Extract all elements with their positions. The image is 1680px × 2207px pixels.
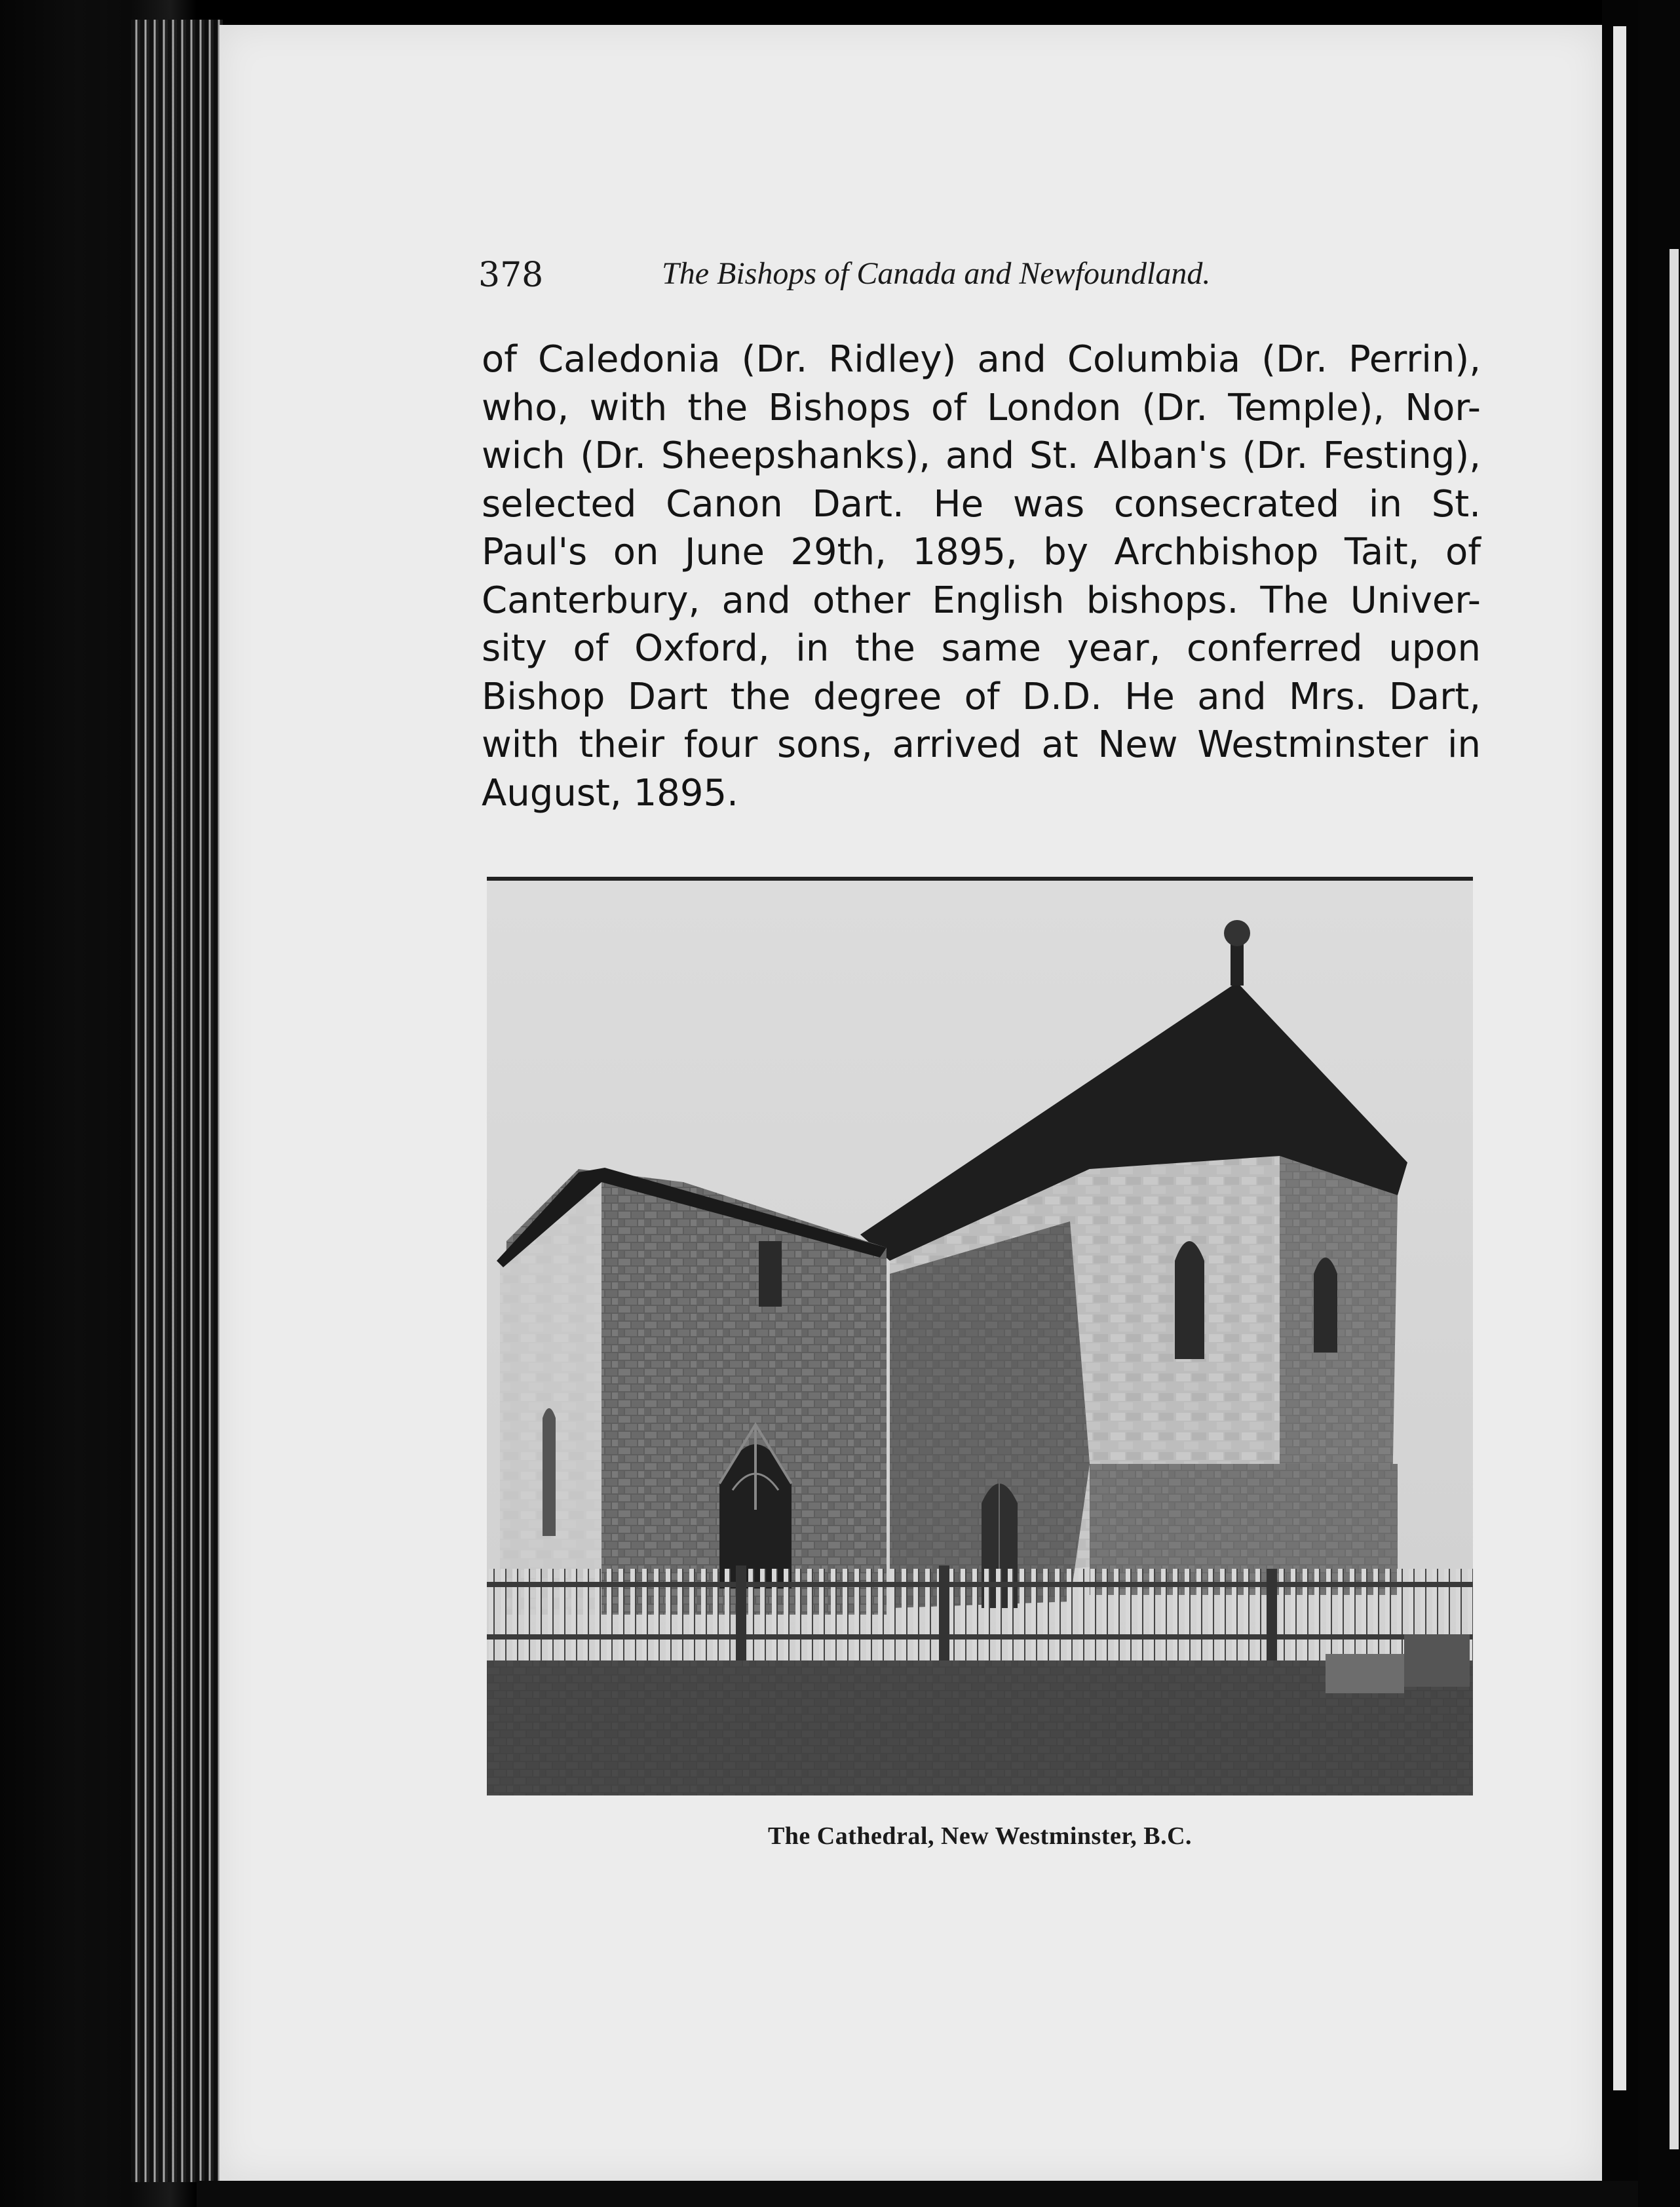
figure-caption: The Cathedral, New Westminster, B.C.	[767, 1822, 1193, 1850]
cathedral-photograph	[487, 877, 1473, 1795]
text-line: with their four sons, arrived at New Westminster in	[482, 723, 1481, 766]
body-paragraph	[482, 336, 1481, 817]
page-header	[478, 256, 1304, 301]
text-line: Canterbury, and other English bishops. The Univer-	[482, 579, 1481, 622]
cathedral-illustration	[487, 881, 1473, 1795]
adjacent-page-edge	[1613, 26, 1626, 2090]
apse-window	[1314, 1257, 1337, 1353]
text-line: sity of Oxford, in the same year, conferred upon	[482, 627, 1481, 670]
text-line: selected Canon Dart. He was consecrated in St.	[482, 482, 1481, 526]
scan-background-bottom	[197, 2181, 1638, 2207]
text-line: of Caledonia (Dr. Ridley) and Columbia (Dr. Perrin),	[482, 338, 1481, 381]
text-line: who, with the Bishops of London (Dr. Temple), Nor-	[482, 386, 1481, 429]
text-line: wich (Dr. Sheepshanks), and St. Alban's (Dr. Festing),	[482, 434, 1481, 477]
page-number: 378	[478, 256, 544, 295]
text-line: August, 1895.	[482, 771, 738, 815]
book-page-edges	[131, 20, 223, 2182]
text-line: Bishop Dart the degree of D.D. He and Mrs. Dart,	[482, 675, 1481, 718]
running-title: The Bishops of Canada and Newfoundland.	[662, 256, 1211, 291]
apse-window	[1175, 1241, 1204, 1359]
adjacent-page-sliver	[1670, 249, 1679, 2149]
text-line: Paul's on June 29th, 1895, by Archbishop Tait, of	[482, 531, 1481, 573]
